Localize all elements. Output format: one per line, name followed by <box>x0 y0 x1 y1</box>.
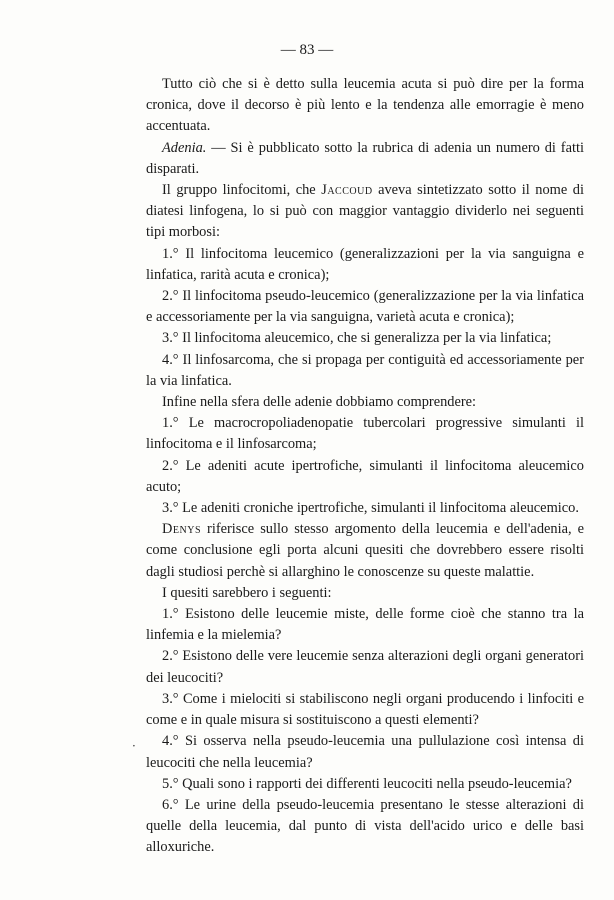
list-item <box>146 413 584 455</box>
margin-dot: · <box>132 739 136 753</box>
paragraph-text: Il gruppo linfocitomi, che <box>162 182 322 199</box>
paragraph-text: riferisce sullo stesso argomento della leucemia e dell'adenia, e come conclusione egli porta alcuni quesiti che dovrebbero essere risolti dagli studiosi perchè si allarghino le conoscenze su queste malattie. <box>146 521 584 580</box>
paragraph-text: I quesiti sarebbero i seguenti: <box>162 584 332 601</box>
section-lead: Adenia. <box>162 139 207 156</box>
paragraph <box>146 392 584 413</box>
list-item <box>146 328 584 349</box>
paragraph-text: Tutto ciò che si è detto sulla leucemia acuta si può dire per la forma cronica, dove il decorso è più lento e la tendenza alle emorragie è meno accentuata. <box>146 76 584 135</box>
paragraph-text: aveva sintetizzato sotto il nome di diatesi linfogena, lo si può con maggior vantaggio dividerlo nei seguenti tipi morbosi: <box>146 182 584 241</box>
paragraph <box>146 138 584 180</box>
list-item <box>146 795 584 859</box>
list-item-text: 4.° Si osserva nella pseudo-leucemia una pullulazione così intensa di leucociti che nella leucemia? <box>146 733 584 771</box>
list-item <box>146 244 584 286</box>
page-number: — 83 — <box>280 42 334 58</box>
list-item-text: 3.° Come i mielociti si stabiliscono negli organi producendo i linfociti e come e in quale misura si sostituiscono a questi elementi? <box>146 690 584 729</box>
list-item <box>146 731 584 773</box>
list-item-text: 5.° Quali sono i rapporti dei differenti leucociti nella pseudo-leucemia? <box>162 775 572 792</box>
paragraph-text: Infine nella sfera delle adenie dobbiamo comprendere: <box>162 394 477 411</box>
list-item <box>146 286 584 328</box>
list-item <box>146 350 584 392</box>
list-item-text: 6.° Le urine della pseudo-leucemia presentano le stesse alterazioni di quelle della leucemia, dal punto di vista dell'acido urico e delle basi alloxuriche. <box>146 796 584 856</box>
list-item-text: 2.° Il linfocitoma pseudo-leucemico (generalizzazione per la via linfatica e accessoriamente per la via sanguigna, varietà acuta e cronica); <box>146 288 584 326</box>
paragraph <box>146 519 584 583</box>
author-name: Jaccoud <box>321 182 373 199</box>
paragraph <box>146 180 584 244</box>
list-item-text: 1.° Il linfocitoma leucemico (generalizzazioni per la via sanguigna e linfatica, rarità acuta e cronica); <box>146 245 584 283</box>
page-body <box>146 74 584 859</box>
list-item-text: 4.° Il linfosarcoma, che si propaga per contiguità ed accessoriamente per la via linfatica. <box>146 351 584 389</box>
list-item <box>146 689 584 731</box>
list-item-text: 2.° Esistono delle vere leucemie senza alterazioni degli organi generatori dei leucociti? <box>146 648 584 686</box>
paragraph <box>146 74 584 138</box>
author-name: Denys <box>162 521 202 538</box>
list-item-text: 1.° Esistono delle leucemie miste, delle forme cioè che stanno tra la linfemia e la mielemia? <box>146 606 584 644</box>
list-item <box>146 498 584 519</box>
list-item <box>146 456 584 498</box>
list-item <box>146 604 584 646</box>
list-item-text: 1.° Le macrocropoliadenopatie tubercolari progressive simulanti il linfocitoma e il linfosarcoma; <box>146 415 584 453</box>
list-item <box>146 774 584 795</box>
list-item <box>146 646 584 688</box>
list-item-text: 3.° Il linfocitoma aleucemico, che si generalizza per la via linfatica; <box>162 330 552 347</box>
list-item-text: 2.° Le adeniti acute ipertrofiche, simulanti il linfocitoma aleucemico acuto; <box>146 457 584 495</box>
paragraph-text: — Si è pubblicato sotto la rubrica di adenia un numero di fatti disparati. <box>146 139 584 177</box>
list-item-text: 3.° Le adeniti croniche ipertrofiche, simulanti il linfocitoma aleucemico. <box>162 500 579 517</box>
paragraph <box>146 583 584 604</box>
